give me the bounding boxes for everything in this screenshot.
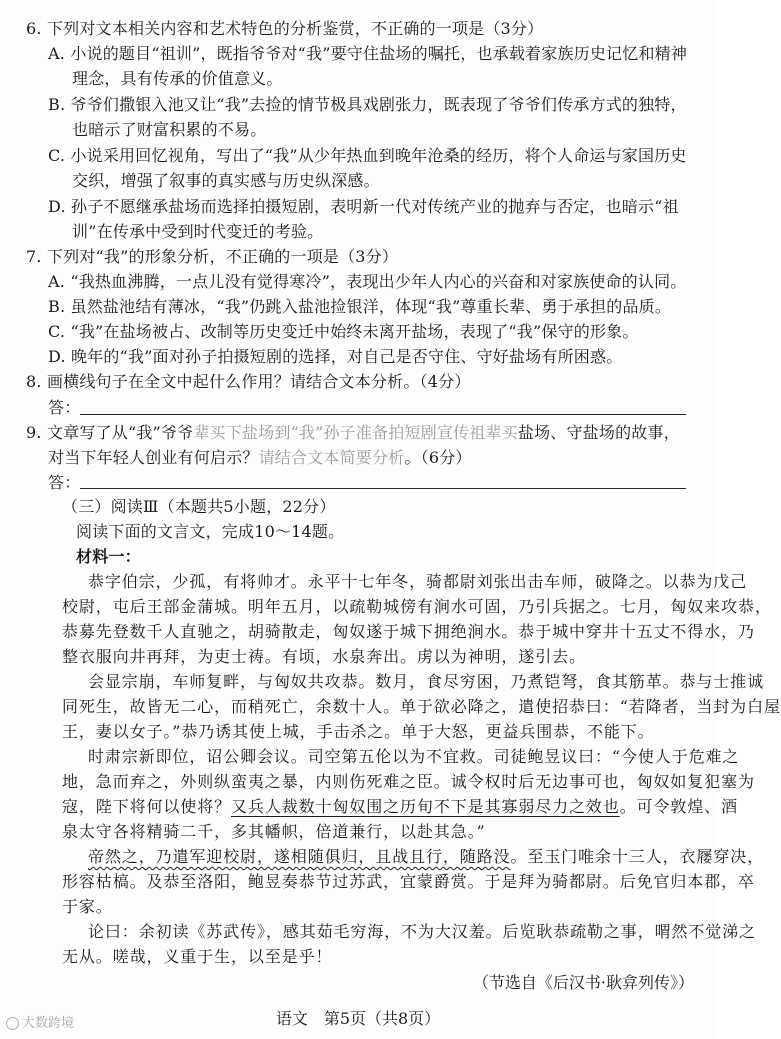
q8-stem: 8. 画横线句子在全文中起什么作用？请结合文本分析。（4分） bbox=[26, 372, 471, 391]
passage-p1-line: 校尉，屯后王部金蒲城。明年五月，以疏勒城傍有涧水可固，乃引兵据之。七月，匈奴来攻恭， bbox=[62, 597, 772, 616]
q9-line2-text: 对当下年轻人创业有何启示？ bbox=[48, 448, 259, 467]
passage-p4-line: 于家。 bbox=[62, 897, 113, 916]
passage-p4-line-underlined bbox=[88, 846, 764, 868]
passage-p5-line: 无从。嗟哉，义重于生，以至是乎！ bbox=[62, 947, 333, 966]
passage-p2-line: 会显宗崩，车师复畔，与匈奴共攻恭。数月，食尽穷困，乃煮铠弩，食其筋革。恭与士推诚 bbox=[88, 672, 765, 691]
passage-p3-line-underlined bbox=[62, 796, 738, 818]
passage-p1-line: 恭字伯宗，少孤，有将帅才。永平十七年冬，骑都尉刘张出击车师，破降之。以恭为戊己 bbox=[88, 572, 748, 591]
q9-answer-line[interactable] bbox=[80, 488, 686, 489]
watermark-text: 大数跨境 bbox=[22, 1016, 75, 1031]
q9-line2-faint: 请结合文本简要分析 bbox=[258, 448, 405, 467]
q6-option-c-cont: 交织，增强了叙事的真实感与历史纵深感。 bbox=[72, 171, 380, 190]
passage-p4-line: 形容枯槁。及恭至洛阳，鲍昱奏恭节过苏武，宜蒙爵赏。于是拜为骑都尉。后免官归本郡，卒 bbox=[62, 872, 755, 891]
p3-line3-pre: 寇，陛下将何以使将？ bbox=[62, 797, 232, 816]
q6-option-d: D. 孙子不愿继承盐场而选择拍摄短剧，表明新一代对传统产业的抛弃与否定，也暗示“祖 bbox=[48, 197, 679, 216]
p3-line3-post: 。可令敦煌、酒 bbox=[619, 797, 739, 816]
q7-stem: 7. 下列对“我”的形象分析，不正确的一项是（3分） bbox=[26, 247, 399, 266]
q9-stem-line1 bbox=[26, 422, 680, 444]
q8-answer-line[interactable] bbox=[80, 414, 686, 415]
reading3-instruction: 阅读下面的文言文，完成10～14题。 bbox=[76, 522, 345, 541]
q9-line1-end: 盐场、守盐场的故事， bbox=[517, 423, 680, 442]
passage-p2-line: 王，妻以女子。”恭乃诱其使上城，手击杀之。单于大怒，更益兵围恭，不能下。 bbox=[62, 722, 655, 741]
passage-p2-line: 同死生，故皆无二心，而稍死亡，余数十人。单于欲必降之，遣使招恭曰：“若降者，当封为白屋 bbox=[62, 697, 781, 716]
q6-option-a-cont: 理念，具有传承的价值意义。 bbox=[72, 69, 283, 88]
passage-p3-line: 泉太守各将精骑二千，多其幡帜，倍道兼行，以赴其急。” bbox=[62, 822, 486, 841]
underlined-sentence-2: 帝然之，乃遣军迎校尉，遂相随俱归，且战且行，随路没 bbox=[88, 847, 511, 866]
q6-option-a: A. 小说的题目“祖训”，既指爷爷对“我”要守住盐场的嘱托，也承载着家族历史记忆和精神 bbox=[48, 44, 688, 63]
p4-line1-post: 。至玉门唯余十三人，衣屦穿决， bbox=[510, 847, 765, 866]
passage-p1-line: 整衣服向井再拜，为吏士祷。有顷，水泉奔出。虏以为神明，遂引去。 bbox=[62, 647, 586, 666]
q6-option-b-cont: 也暗示了财富积累的不易。 bbox=[72, 120, 267, 139]
material-one-label: 材料一： bbox=[76, 547, 141, 566]
passage-source: （节选自《后汉书·耿弇列传》） bbox=[472, 973, 694, 992]
q9-line1-text: 9. 文章写了从“我”爷爷 bbox=[26, 423, 194, 442]
watermark bbox=[6, 1012, 74, 1031]
q6-option-b: B. 爷爷们撒银入池又让“我”去捡的情节极具戏剧张力，既表现了爷爷们传承方式的独特， bbox=[48, 95, 687, 114]
passage-p3-line: 地，急而弃之，外则纵蛮夷之暴，内则伤死难之臣。诚令权时后无边事可也，匈奴如复犯塞为 bbox=[62, 772, 755, 791]
q9-answer-label: 答： bbox=[48, 473, 81, 492]
q6-stem: 6. 下列对文本相关内容和艺术特色的分析鉴赏，不正确的一项是（3分） bbox=[26, 19, 544, 38]
q6-option-c: C. 小说采用回忆视角，写出了“我”从少年热血到晚年沧桑的经历，将个人命运与家国历史 bbox=[48, 146, 687, 165]
underlined-sentence-1: 又兵人裁数十匈奴围之历旬不下是其寡弱尽力之效也 bbox=[231, 797, 620, 816]
passage-p5-line: 论曰：余初读《苏武传》，感其茹毛穷海，不为大汉羞。后览耿恭疏勒之事，喟然不觉涕之 bbox=[88, 922, 757, 941]
page-footer: 语文 第5页（共8页） bbox=[275, 1009, 441, 1028]
passage-p1-line: 恭募先登数千人直驰之，胡骑散走，匈奴遂于城下拥绝涧水。恭于城中穿井十五丈不得水，乃 bbox=[62, 622, 755, 641]
q6-option-d-cont: 训”在传承中受到时代变迁的考验。 bbox=[72, 222, 324, 241]
q7-option-b: B. 虽然盐池结有薄冰，“我”仍跳入盐池捡银洋，体现“我”尊重长辈、勇于承担的品质。 bbox=[48, 297, 672, 316]
q9-line1-faint: 辈买下盐场到“我”孙子准备拍短剧宣传祖辈买 bbox=[193, 423, 518, 442]
passage-p3-line: 时肃宗新即位，诏公卿会议。司空第五伦以为不宜救。司徒鲍昱议曰：“今使人于危难之 bbox=[88, 747, 740, 766]
q7-option-d: D. 晚年的“我”面对孙子拍摄短剧的选择，对自己是否守住、守好盐场有所困惑。 bbox=[48, 347, 623, 366]
q9-stem-line2 bbox=[48, 447, 472, 469]
q7-option-a: A. “我热血沸腾，一点儿没有觉得寒冷”，表现出少年人内心的兴奋和对家族使命的认同。 bbox=[48, 272, 687, 291]
q7-option-c: C. “我”在盐场被占、改制等历史变迁中始终未离开盐场，表现了“我”保守的形象。 bbox=[48, 322, 639, 341]
reading3-heading: （三）阅读Ⅲ（本题共5小题，22分） bbox=[62, 497, 336, 516]
q8-answer-label: 答： bbox=[48, 398, 81, 417]
q9-line2-end: 。（6分） bbox=[404, 448, 472, 467]
watermark-logo-icon bbox=[6, 1017, 19, 1030]
